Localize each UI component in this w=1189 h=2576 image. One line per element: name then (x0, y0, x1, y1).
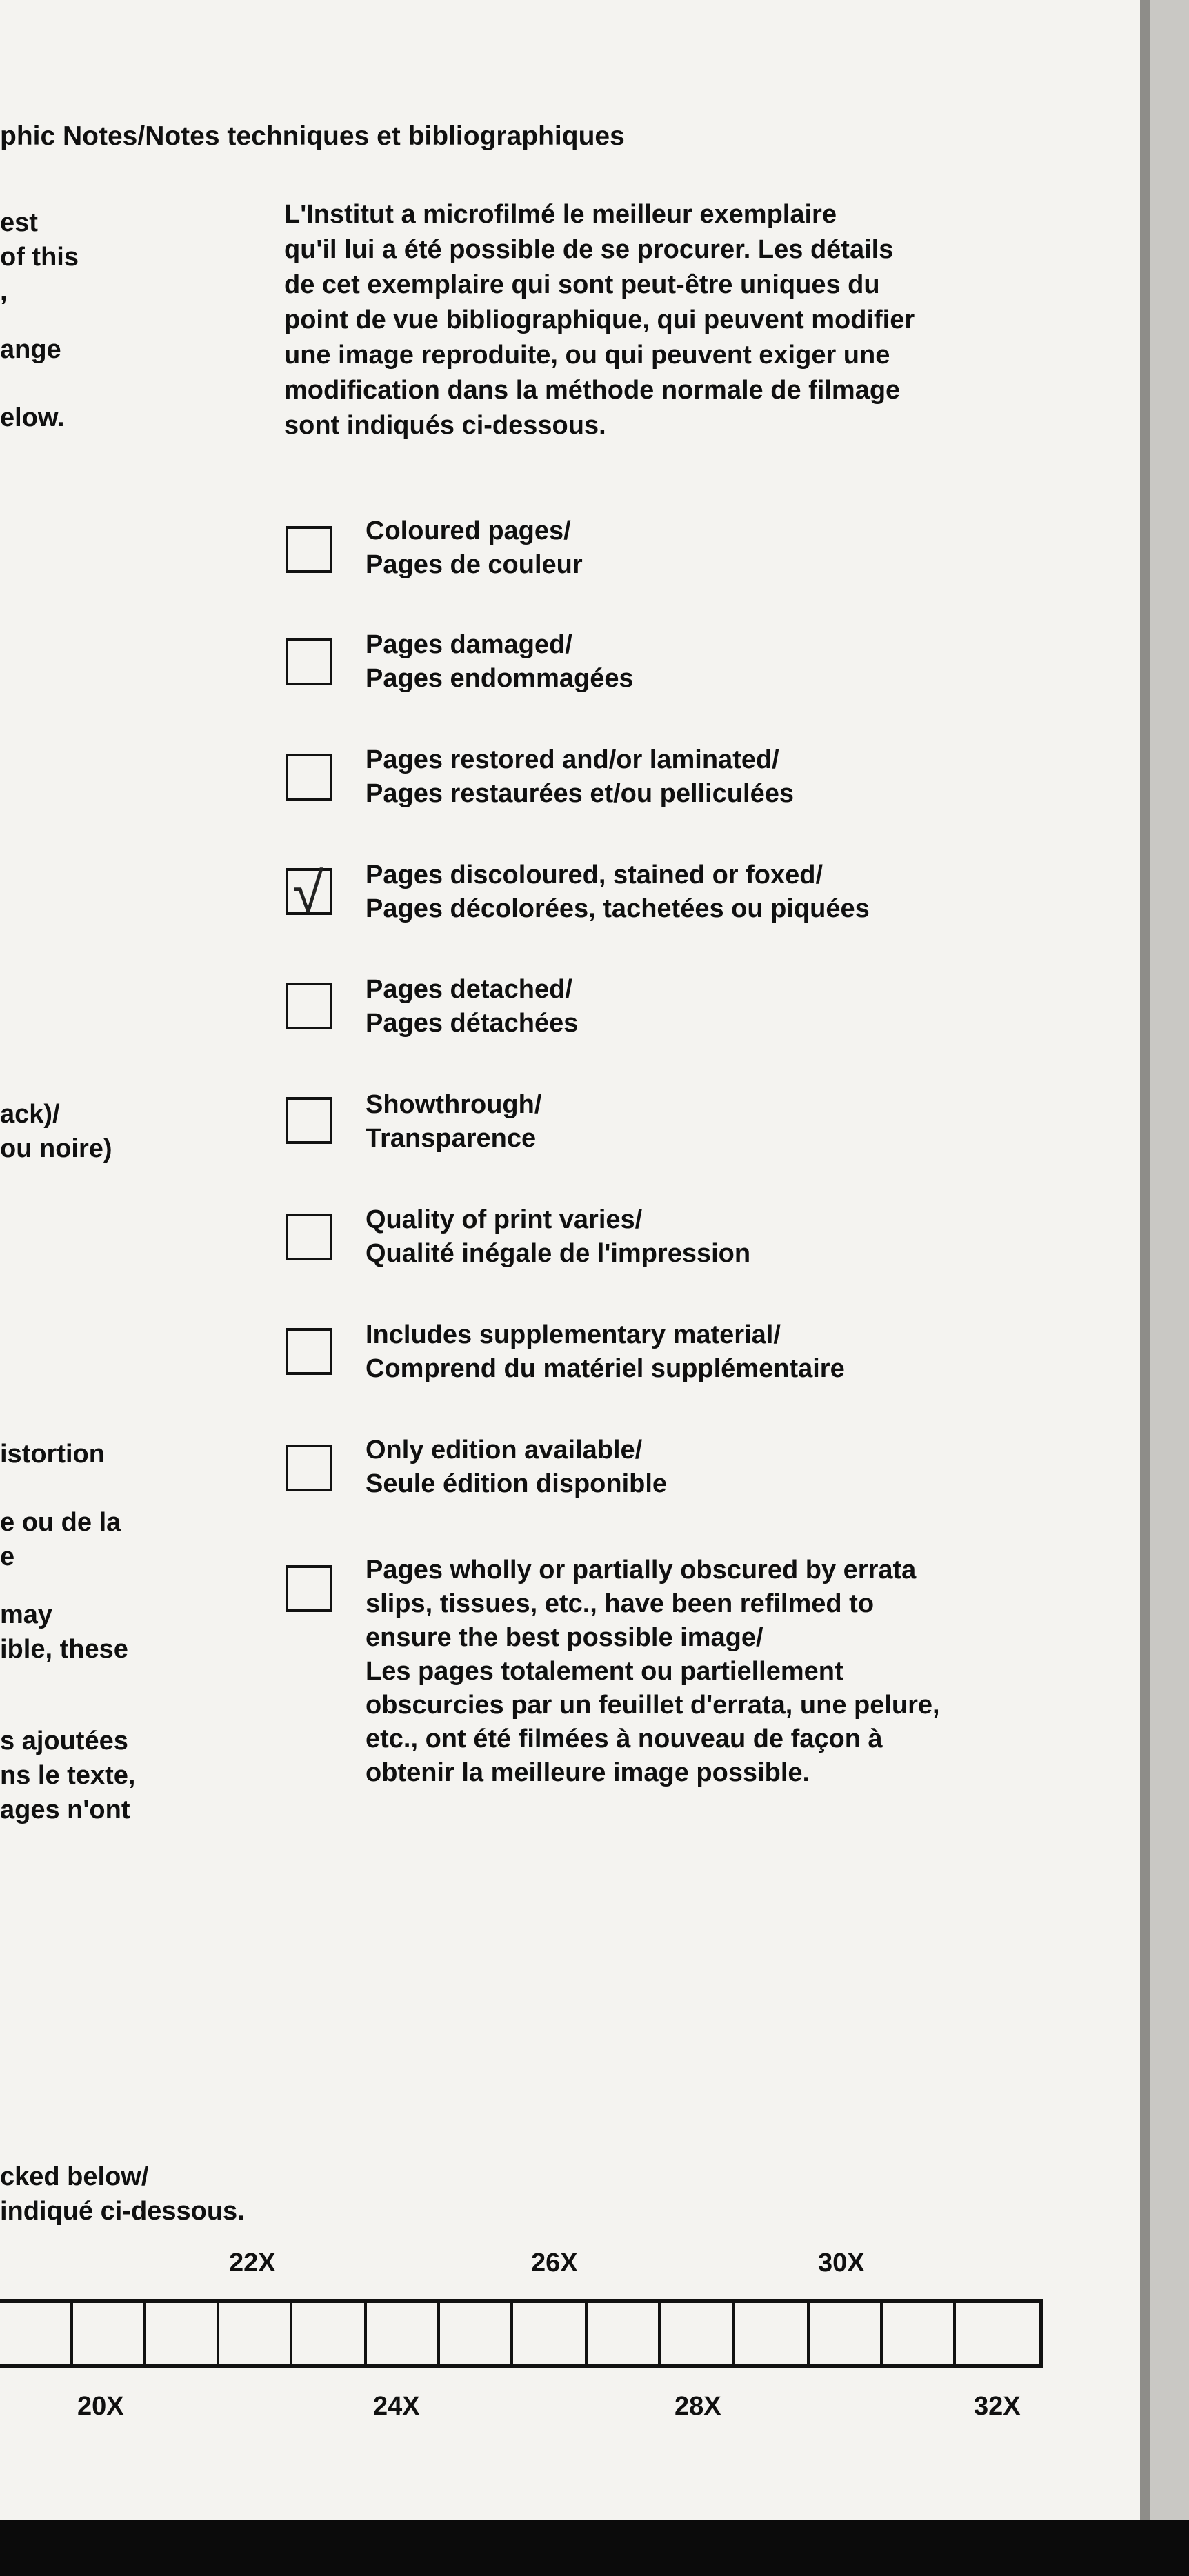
checkbox-showthrough[interactable] (286, 1097, 332, 1144)
checkbox-pages-restored[interactable] (286, 754, 332, 801)
grid-cell[interactable] (146, 2303, 219, 2364)
checkbox-label: Includes supplementary material/ (366, 1320, 781, 1349)
grid-cell[interactable] (883, 2303, 956, 2364)
left-fragment: ou noire) (0, 1134, 112, 1163)
checkbox-pages-discoloured[interactable] (286, 862, 332, 925)
page-heading: phic Notes/Notes techniques et bibliographiques (0, 121, 625, 151)
left-fragment: s ajoutées (0, 1727, 128, 1755)
intro-line: qu'il lui a été possible de se procurer. Les détails (284, 235, 894, 264)
checkbox-label: Transparence (366, 1124, 537, 1153)
left-fragment: istortion (0, 1440, 105, 1469)
checkbox-label: slips, tissues, etc., have been refilmed to (366, 1589, 875, 1618)
grid-cell[interactable] (292, 2303, 367, 2364)
checkbox-label: Pages wholly or partially obscured by errata (366, 1556, 917, 1584)
scan-border (0, 2520, 1189, 2576)
bottom-fragment: indiqué ci-dessous. (0, 2197, 245, 2226)
checkbox-label: Pages damaged/ (366, 630, 572, 659)
reduction-ratio-grid (0, 2299, 1043, 2368)
checkbox-label: Pages détachées (366, 1009, 579, 1038)
scale-label-32x: 32X (974, 2392, 1021, 2421)
checkbox-label: Seule édition disponible (366, 1469, 668, 1498)
checkbox-label: Qualité inégale de l'impression (366, 1239, 751, 1268)
checkbox-pages-detached[interactable] (286, 983, 332, 1029)
checkbox-label: Pages detached/ (366, 975, 572, 1004)
scale-label-26x: 26X (531, 2248, 578, 2277)
grid-cell[interactable] (735, 2303, 810, 2364)
checkbox-label: ensure the best possible image/ (366, 1623, 763, 1652)
checkbox-label: Quality of print varies/ (366, 1205, 643, 1234)
left-fragment: ns le texte, (0, 1761, 136, 1790)
scale-label-20x: 20X (77, 2392, 124, 2421)
checkbox-only-edition[interactable] (286, 1445, 332, 1491)
grid-cell[interactable] (588, 2303, 661, 2364)
intro-line: L'Institut a microfilmé le meilleur exemplaire (284, 200, 837, 229)
left-fragment: may (0, 1600, 53, 1629)
bottom-fragment: cked below/ (0, 2162, 149, 2191)
checkbox-label: Pages restaurées et/ou pelliculées (366, 779, 794, 808)
scale-label-24x: 24X (373, 2392, 420, 2421)
checkbox-label: Only edition available/ (366, 1436, 643, 1465)
left-fragment: ible, these (0, 1635, 128, 1664)
grid-cell[interactable] (956, 2303, 1039, 2364)
grid-cell[interactable] (73, 2303, 146, 2364)
left-fragment: elow. (0, 403, 65, 432)
checkbox-supplementary-material[interactable] (286, 1328, 332, 1375)
checkbox-label: obscurcies par un feuillet d'errata, une pelure, (366, 1691, 940, 1720)
checkbox-label: etc., ont été filmées à nouveau de façon à (366, 1724, 883, 1753)
page-edge (1140, 0, 1189, 2576)
checkbox-label: obtenir la meilleure image possible. (366, 1758, 810, 1787)
grid-cell[interactable] (661, 2303, 735, 2364)
left-fragment: e (0, 1542, 15, 1571)
left-fragment: est (0, 208, 38, 237)
left-fragment: ack)/ (0, 1100, 60, 1129)
checkbox-quality-of-print[interactable] (286, 1214, 332, 1260)
grid-cell[interactable] (367, 2303, 440, 2364)
scale-label-28x: 28X (675, 2392, 721, 2421)
checkbox-label: Pages discoloured, stained or foxed/ (366, 861, 823, 889)
checkbox-label: Pages endommagées (366, 664, 634, 693)
grid-cell[interactable] (513, 2303, 588, 2364)
grid-cell[interactable] (440, 2303, 513, 2364)
scale-label-30x: 30X (818, 2248, 865, 2277)
checkmark-icon: √ (292, 862, 324, 925)
left-fragment: of this (0, 243, 79, 272)
checkbox-pages-obscured[interactable] (286, 1565, 332, 1612)
scale-label-22x: 22X (229, 2248, 276, 2277)
checkbox-coloured-pages[interactable] (286, 526, 332, 573)
grid-cell[interactable] (219, 2303, 292, 2364)
intro-line: modification dans la méthode normale de filmage (284, 376, 901, 405)
intro-line: point de vue bibliographique, qui peuvent modifier (284, 305, 915, 334)
left-fragment: , (0, 277, 8, 306)
grid-cell[interactable] (810, 2303, 883, 2364)
grid-cell[interactable] (0, 2303, 73, 2364)
checkbox-label: Pages restored and/or laminated/ (366, 745, 779, 774)
left-fragment: ange (0, 335, 61, 364)
left-fragment: e ou de la (0, 1508, 121, 1537)
checkbox-label: Les pages totalement ou partiellement (366, 1657, 843, 1686)
checkbox-label: Showthrough/ (366, 1090, 542, 1119)
intro-line: une image reproduite, ou qui peuvent exiger une (284, 341, 890, 370)
checkbox-label: Comprend du matériel supplémentaire (366, 1354, 845, 1383)
checkbox-pages-damaged[interactable] (286, 638, 332, 685)
left-fragment: ages n'ont (0, 1795, 130, 1824)
checkbox-label: Pages décolorées, tachetées ou piquées (366, 894, 870, 923)
checkbox-label: Pages de couleur (366, 550, 583, 579)
checkbox-label: Coloured pages/ (366, 516, 571, 545)
intro-line: de cet exemplaire qui sont peut-être uniques du (284, 270, 880, 299)
intro-line: sont indiqués ci-dessous. (284, 411, 606, 440)
